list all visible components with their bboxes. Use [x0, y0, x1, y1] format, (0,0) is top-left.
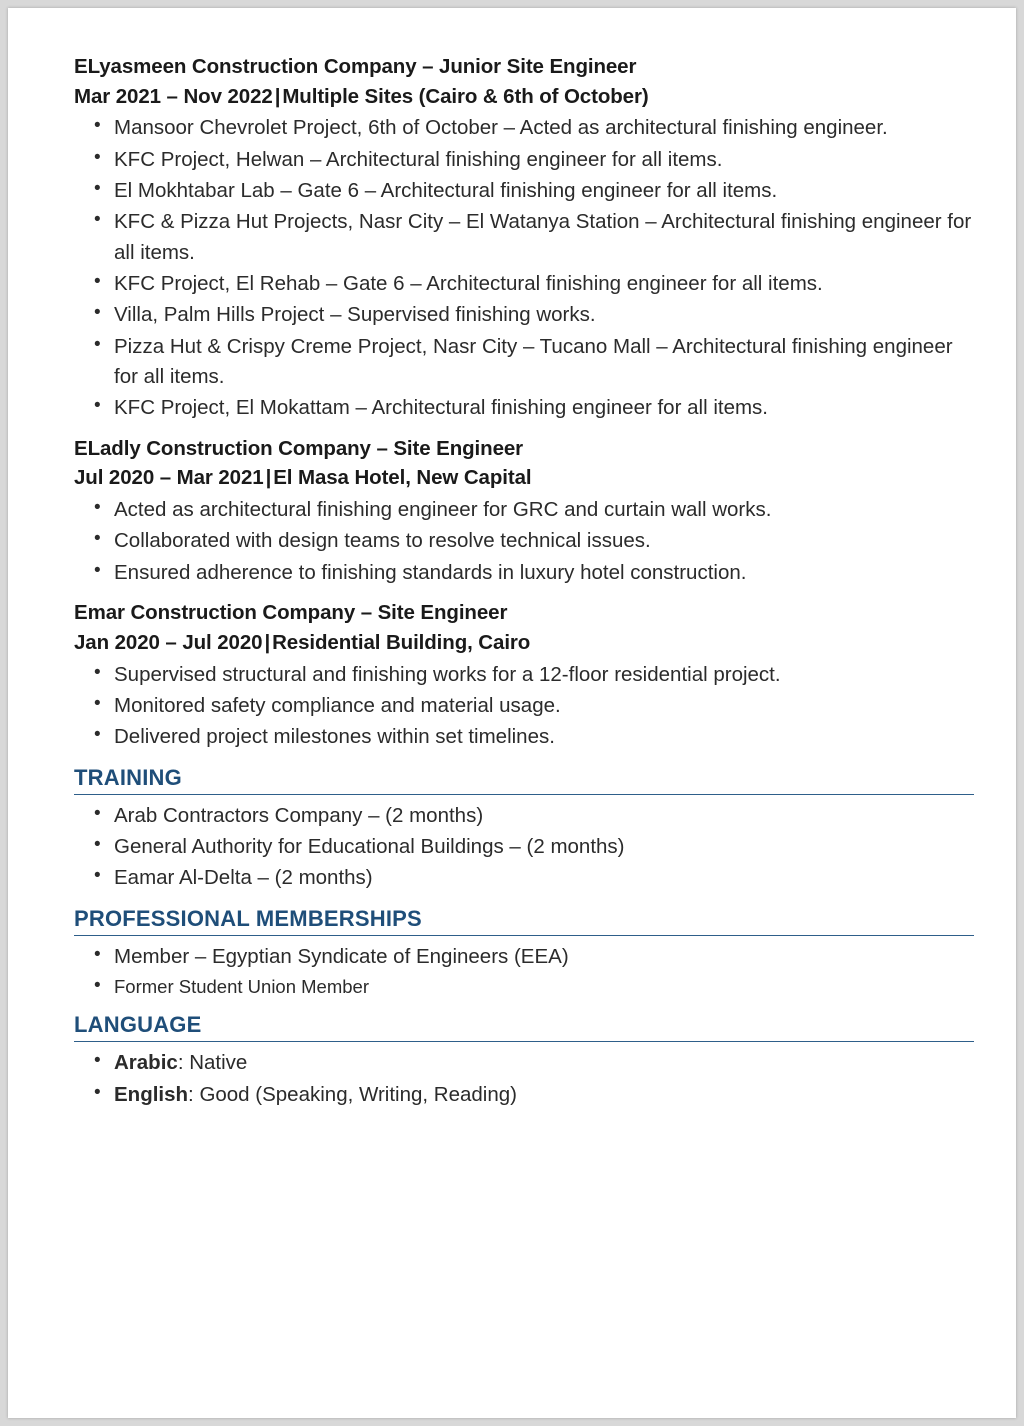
language-level: : Native: [177, 1051, 248, 1075]
resume-content: [74, 52, 974, 1111]
experience-entry: [74, 52, 974, 424]
job-title: Emar Construction Company – Site Engineer: [74, 601, 508, 625]
memberships-list: [74, 942, 974, 1001]
experience-entry: [74, 598, 974, 752]
list-item: • Arab Contractors Company – (2 months): [74, 801, 974, 831]
job-dates: Jan 2020 – Jul 2020: [74, 630, 263, 654]
section-training: [74, 765, 974, 894]
list-item: • Former Student Union Member: [74, 973, 974, 1000]
section-divider: [74, 794, 974, 795]
job-location: Residential Building, Cairo: [272, 630, 531, 654]
list-item: [74, 1080, 974, 1110]
experience-entry: [74, 434, 974, 588]
section-heading: LANGUAGE: [74, 1012, 202, 1038]
language-name: Arabic: [114, 1051, 178, 1075]
job-bullet-list: [74, 660, 974, 753]
language-name: English: [114, 1082, 189, 1106]
section-divider: [74, 935, 974, 936]
list-item: • Collaborated with design teams to resolve technical issues.: [74, 526, 974, 556]
list-item: • Pizza Hut & Crispy Creme Project, Nasr City – Tucano Mall – Architectural finishing engineer for all items.: [74, 332, 974, 393]
section-professional-memberships: [74, 906, 974, 1001]
list-item: • KFC & Pizza Hut Projects, Nasr City – El Watanya Station – Architectural finishing engineer for all items.: [74, 207, 974, 268]
job-meta-separator: |: [274, 84, 281, 108]
list-item: • KFC Project, El Mokattam – Architectural finishing engineer for all items.: [74, 393, 974, 423]
job-location: El Masa Hotel, New Capital: [273, 466, 532, 490]
job-heading: [74, 598, 974, 657]
list-item: • KFC Project, Helwan – Architectural finishing engineer for all items.: [74, 145, 974, 175]
job-meta: [74, 82, 974, 112]
training-list: [74, 801, 974, 894]
job-dates: Mar 2021 – Nov 2022: [74, 84, 273, 108]
job-meta: [74, 628, 974, 658]
job-bullet-list: [74, 113, 974, 423]
list-item: • Villa, Palm Hills Project – Supervised finishing works.: [74, 300, 974, 330]
list-item: • Member – Egyptian Syndicate of Engineers (EEA): [74, 942, 974, 972]
list-item: • General Authority for Educational Buildings – (2 months): [74, 832, 974, 862]
list-item: • Supervised structural and finishing works for a 12-floor residential project.: [74, 660, 974, 690]
job-meta: [74, 463, 974, 493]
job-location: Multiple Sites (Cairo & 6th of October): [282, 84, 649, 108]
job-heading: [74, 434, 974, 493]
list-item: • Ensured adherence to finishing standards in luxury hotel construction.: [74, 558, 974, 588]
list-item: [74, 1048, 974, 1078]
list-item: • El Mokhtabar Lab – Gate 6 – Architectural finishing engineer for all items.: [74, 176, 974, 206]
job-meta-separator: |: [265, 466, 272, 490]
list-item: • Eamar Al-Delta – (2 months): [74, 863, 974, 893]
section-language: [74, 1012, 974, 1110]
section-divider: [74, 1041, 974, 1042]
list-item: • Mansoor Chevrolet Project, 6th of October – Acted as architectural finishing engineer.: [74, 113, 974, 143]
section-heading: TRAINING: [74, 764, 182, 790]
section-heading: PROFESSIONAL MEMBERSHIPS: [74, 905, 422, 931]
job-dates: Jul 2020 – Mar 2021: [74, 466, 264, 490]
job-meta-separator: |: [264, 630, 271, 654]
list-item: • KFC Project, El Rehab – Gate 6 – Architectural finishing engineer for all items.: [74, 269, 974, 299]
resume-page: [8, 8, 1016, 1418]
job-title: ELadly Construction Company – Site Engineer: [74, 436, 524, 460]
list-item: • Delivered project milestones within set timelines.: [74, 722, 974, 752]
job-bullet-list: [74, 495, 974, 588]
language-list: [74, 1048, 974, 1110]
language-level: : Good (Speaking, Writing, Reading): [188, 1082, 517, 1106]
job-heading: [74, 52, 974, 111]
list-item: • Monitored safety compliance and material usage.: [74, 691, 974, 721]
job-title: ELyasmeen Construction Company – Junior Site Engineer: [74, 55, 637, 78]
list-item: • Acted as architectural finishing engineer for GRC and curtain wall works.: [74, 495, 974, 525]
